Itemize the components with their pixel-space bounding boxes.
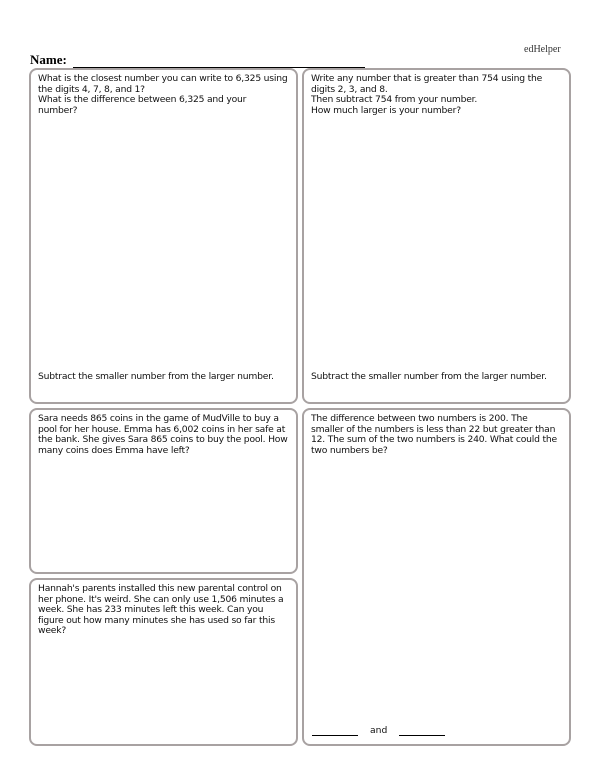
brand-label: edHelper <box>524 44 561 55</box>
problem-question: Sara needs 865 coins in the game of MudVille to buy a pool for her house. Emma has 6,002 coins in her safe at the bank. She gives Sara 865 coins to buy the pool. How many coins does Emma have left? <box>38 413 288 456</box>
problem-box-2 <box>302 68 571 404</box>
name-field <box>30 52 365 68</box>
problem-hint: Subtract the smaller number from the larger number. <box>38 371 274 382</box>
answer-blank-1[interactable] <box>312 725 358 736</box>
problem-box-4 <box>302 408 571 746</box>
problem-box-3 <box>29 408 298 574</box>
problem-question: What is the closest number you can write to 6,325 using the digits 4, 7, 8, and 1? What is the difference between 6,325 and your number? <box>38 73 288 116</box>
problem-box-1 <box>29 68 298 404</box>
answer-blank-2[interactable] <box>399 725 445 736</box>
problem-question: Write any number that is greater than 754 using the digits 2, 3, and 8. Then subtract 754 from your number. How much larger is your number? <box>311 73 543 116</box>
problem-question: Hannah's parents installed this new parental control on her phone. It's weird. She can only use 1,506 minutes a week. She has 233 minutes left this week. Can you figure out how many minutes she has used so far this week? <box>38 583 284 637</box>
answer-connector: and <box>370 725 388 736</box>
problem-question: The difference between two numbers is 200. The smaller of the numbers is less than 22 but greater than 12. The sum of the two numbers is 240. What could the two numbers be? <box>311 413 557 456</box>
name-input-line[interactable] <box>73 55 365 68</box>
answer-row <box>312 725 445 736</box>
problem-box-5 <box>29 578 298 746</box>
name-label: Name: <box>30 52 67 67</box>
problem-hint: Subtract the smaller number from the larger number. <box>311 371 547 382</box>
